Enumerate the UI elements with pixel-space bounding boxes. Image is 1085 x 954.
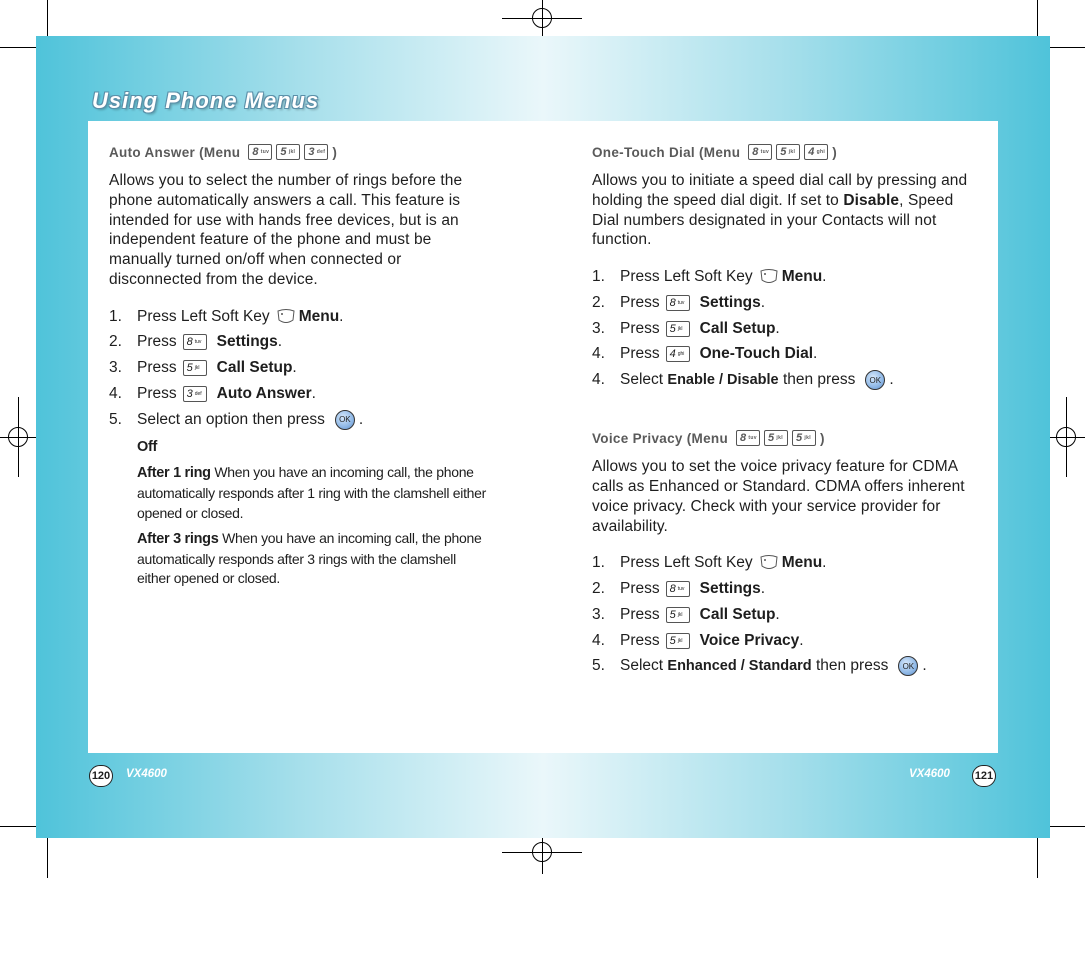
step-item: 5. Select Enhanced / Standard then press OK . [592,657,927,675]
step-item: 3. Press 5 jkl Call Setup . [592,605,780,623]
page-number-left: 120 [89,765,113,787]
step-item: 4. Press 4 ghi One-Touch Dial . [592,345,818,363]
left-soft-key-icon [759,268,779,286]
key-8-icon: 8 tuv [248,144,272,160]
left-column [109,141,489,589]
key-8-icon: 8 tuv [736,430,760,446]
heading-close-paren: ) [332,144,338,160]
option-after-3-rings: After 3 rings When you have an incoming call, the phone automatically responds after 3 rings with the clamshell either opened or closed. [137,530,482,587]
section-heading-auto-answer [109,141,489,163]
crop-mark [1037,0,1038,36]
model-name-right: VX4600 [909,768,950,780]
key-5-icon: 5 jkl [764,430,788,446]
crop-mark [47,838,48,878]
option-after-1-ring: After 1 ring When you have an incoming call, the phone automatically responds after 1 ring with the clamshell either opened or closed. [137,464,486,521]
key-3-icon: 3 def [183,386,207,402]
key-8-icon: 8 tuv [666,581,690,597]
menu-key-sequence [748,144,828,160]
crop-mark [0,47,36,48]
registration-target [532,842,552,862]
steps-list [592,264,972,393]
key-5-icon: 5 jkl [183,360,207,376]
registration-target [8,427,28,447]
step-item: 1. Press Left Soft Key Menu . [109,307,344,325]
key-3-icon: 3 def [304,144,328,160]
crop-mark [0,826,36,827]
section-heading-text: Auto Answer (Menu [109,144,241,160]
section-body: Allows you to set the voice privacy feature for CDMA calls as Enhanced or Standard. CDMA offers inherent voice privacy. Check with your service provider for availability. [592,458,965,535]
key-5-icon: 5 jkl [776,144,800,160]
key-5-icon: 5 jkl [666,607,690,623]
spread-title: Using Phone Menus [92,88,320,113]
key-4-icon: 4 ghi [666,346,690,362]
step-item: 3. Press 5 jkl Call Setup . [592,319,780,337]
key-4-icon: 4 ghi [804,144,828,160]
step-item: 2. Press 8 tuv Settings . [592,293,766,311]
step-item: 1. Press Left Soft Key Menu . [592,554,827,572]
ok-button-icon: OK [865,370,885,390]
crop-mark [1050,826,1085,827]
key-5-icon: 5 jkl [792,430,816,446]
step-item: 4. Press 3 def Auto Answer . [109,385,316,403]
crop-mark [1037,838,1038,878]
key-8-icon: 8 tuv [748,144,772,160]
section-body: Allows you to initiate a speed dial call by pressing and holding the speed dial digit. If set to Disable, Speed Dial numbers designated in your Contacts will not function. [592,172,968,249]
menu-key-sequence [736,430,816,446]
key-5-icon: 5 jkl [666,633,690,649]
step-item: 4. Press 5 jkl Voice Privacy . [592,631,804,649]
page-number-right: 121 [972,765,996,787]
model-name-left: VX4600 [126,768,167,780]
crop-mark [1050,47,1085,48]
key-5-icon: 5 jkl [666,321,690,337]
section-body: Allows you to select the number of rings before the phone automatically answers a call. This feature is intended for use with hands free devices, but is an independent feature of the phone and must be manually turned on/off when connected or disconnected from the device. [109,172,463,288]
step-item: 3. Press 5 jkl Call Setup . [109,359,297,377]
ok-button-icon: OK [335,410,355,430]
section-heading-voice-privacy: Voice Privacy (Menu 8 tuv 5 jkl 5 jkl ) [592,430,825,446]
key-5-icon: 5 jkl [276,144,300,160]
menu-key-sequence [248,144,328,160]
key-8-icon: 8 tuv [183,334,207,350]
key-8-icon: 8 tuv [666,295,690,311]
right-column [592,141,972,679]
crop-mark [47,0,48,36]
ok-button-icon: OK [898,656,918,676]
section-heading-one-touch-dial: One-Touch Dial (Menu 8 tuv 5 jkl 4 ghi ) [592,144,838,160]
step-item: 2. Press 8 tuv Settings . [109,333,283,351]
step-item: 5. Select an option then press OK . [109,410,364,428]
option-off: Off [137,438,158,455]
steps-list [109,304,489,433]
left-soft-key-icon [759,554,779,572]
steps-list [592,550,972,679]
registration-target [532,8,552,28]
registration-target [1056,427,1076,447]
left-soft-key-icon [276,308,296,326]
step-item: 2. Press 8 tuv Settings . [592,580,766,598]
step-item: 1. Press Left Soft Key Menu . [592,268,827,286]
step-item: 4. Select Enable / Disable then press OK . [592,371,894,389]
